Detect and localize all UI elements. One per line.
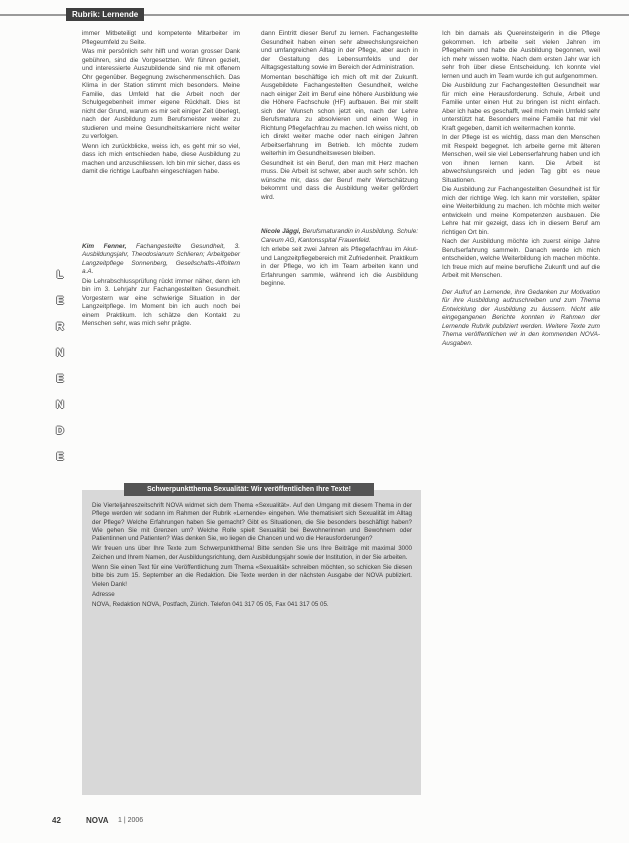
col1-paragraph-4: Die Lehrabschlussprüfung rückt immer näher, denn ich bin im 3. Lehrjahr zur Fachangestellten Gesundheit. Vorgestern war eine schwierige Situation in der Langzeitpflege. Im Moment bin ich auch noch bei einem Praktikum. Ich schätze den Kontakt zu Menschen sehr, was mich sehr prägte. xyxy=(82,277,240,327)
col3-paragraph-1: Ich bin damals als Quereinsteigerin in die Pflege gekommen. Ich arbeite seit vielen Jahren im Pflegeheim und habe die Ausbildung begonnen, weil ich mehr wissen wollte. Nach dem ersten Jahr war ich sehr froh über diese Entscheidung. Ich konnte viel lernen und auch im Team wurde ich gut aufgenommen. xyxy=(442,30,600,80)
call-for-texts-body xyxy=(92,502,412,612)
side-letter: E xyxy=(56,451,64,463)
side-letter: E xyxy=(56,295,64,307)
issue-label: 1 | 2006 xyxy=(118,817,144,824)
col3-paragraph-5: Nach der Ausbildung möchte ich zuerst einige Jahre Berufserfahrung sammeln. Danach werde ich mich entscheiden, welche Weiterbildung ich machen möchte. Ich freue mich auf meine berufliche Zukunft und auf die Arbeit mit Menschen. xyxy=(442,238,600,279)
side-letter: L xyxy=(56,269,64,281)
col3-paragraph-2: Die Ausbildung zur Fachangestellten Gesundheit war für mich eine Herausforderung. Schule, Arbeit und Familie unter einen Hut zu bringen ist nicht einfach. Aber ich habe es geschafft, weil mich mein Umfeld sehr unterstützt hat. Besonders meine Familie hat mir viel Kraft gegeben, damit ich weitermachen konnte. xyxy=(442,82,600,132)
col3-paragraph-3: In der Pflege ist es wichtig, dass man den Menschen mit Respekt begegnet. Ich arbeite gerne mit älteren Menschen, weil sie viel Lebenserfahrung haben und ich von ihnen lernen kann. Die Arbeit ist abwechslungsreich und jeden Tag gibt es neue Situationen. xyxy=(442,134,600,184)
column-3 xyxy=(442,30,600,349)
author-1-info: Fachangestellte Gesundheit, 3. Ausbildungsjahr, Theodosianum Schlieren; Arbeitgeber Langzeitpflege Sonnenberg, Gesellschafts-Affoltern a.A. xyxy=(82,242,241,275)
col1-paragraph-3: Wenn ich zurückblicke, weiss ich, es geht mir so viel, dass ich mich entschieden habe, diese Ausbildung zu machen und anzuschliessen. Ich bin mir sicher, dass es damit die richtige Laufbahn eingeschlagen habe. xyxy=(82,142,240,175)
box-contact: NOVA, Redaktion NOVA, Postfach, Zürich. Telefon 041 317 05 05, Fax 041 317 05 05. xyxy=(92,601,329,609)
box-paragraph-3: Wenn Sie einen Text für eine Veröffentlichung zum Thema «Sexualität» schreiben möchten, so schicken Sie diesen bitte bis zum 15. September an die Redaktion. Die Texte werden in der nächsten Ausgabe der NOVA publiziert. Vielen Dank! xyxy=(92,564,412,588)
box-paragraph-2: Wir freuen uns über Ihre Texte zum Schwerpunktthema! Bitte senden Sie uns Ihre Beiträge mit maximal 3000 Zeichen und Ihrem Namen, der Ausbildungsrichtung, dem Ausbildungsjahr sowie der Institution, in der Sie arbeiten. xyxy=(92,545,412,561)
page-number: 42 xyxy=(52,816,61,825)
col2-paragraph-3: Gesundheit ist ein Beruf, den man mit Herz machen muss. Die Arbeit ist schwer, aber auch sehr schön. Ich wünsche mir, dass der Beruf mehr Wertschätzung bekommt und dass die Ausbildung weiter gefördert wird. xyxy=(261,159,418,201)
box-contact-label: Adresse xyxy=(92,590,115,598)
author-2 xyxy=(261,228,418,245)
author-2-name: Nicole Jäggi, xyxy=(261,228,301,235)
col1-paragraph-2: Was mir persönlich sehr hilft und woran grosser Dank gebühren, sind die Vorgesetzten. Wir führen gezielt, und interessierte Auszubildende sind nie mit offenem Ohr gegenüber. Begegnung zwischenmenschlich. Das Klima in der Station stimmt mich besonders. Meine Familie, das Umfeld hat die Arbeit noch der Schulgegebenheit immer eigene Rückhalt. Dies ist nicht der Grund, warum es mir seit einiger Zeit überlegt, nach der Ausbildung zum Berufsmeister weiter zu studieren und meine Gesundheitskarriere nicht weiter zu verfolgen. xyxy=(82,48,240,140)
author-1 xyxy=(82,243,240,277)
side-letter: N xyxy=(56,347,64,359)
side-letter: N xyxy=(56,399,64,411)
col3-outro: Der Aufruf an Lernende, ihre Gedanken zur Motivation für ihre Ausbildung aufzuschreiben und zum Thema Entwicklung der Ausbildung zu äussern. Nicht alle eingegangenen Berichte konnten in Rahmen der Lernende Rubrik publiziert werden. Weitere Texte zum Thema veröffentlichen wir in den kommenden NOVA-Ausgaben. xyxy=(442,288,600,347)
col1-paragraph-1: immer Mitbeteiligt und kompetente Mitarbeiter im Pflegeumfeld zu Seite. xyxy=(82,30,240,46)
lernende-vertical-label xyxy=(50,262,70,470)
rubrik-label: Rubrik: Lernende xyxy=(66,8,144,21)
column-1 xyxy=(82,30,240,330)
side-letter: D xyxy=(56,425,64,437)
col2-paragraph-1: dann Eintritt dieser Beruf zu lernen. Fachangestellte Gesundheit haben einen sehr abwechslungsreichen und umfangreichen Alltag in der Pflege, aber auch in der Gestaltung des Lebensumfelds und der Alltagsgestaltung sowie im Bereich der Administration. xyxy=(261,30,418,71)
col2-paragraph-2: Momentan beschäftige ich mich oft mit der Zukunft. Ausgebildete Fachangestellten Gesundheit, welche nach einiger Zeit im Beruf eine höhere Ausbildung wie die Höhere Fachschule (HF) aufbauen. Bei mir stellt sich der Wunsch schon jetzt ein, nach der Lehre Berufsmatura zu absolvieren und einen Weg in Richtung Pflegefachfrau zu machen. Ich weiss nicht, ob ich direkt weiter mache oder nach einigen Jahren Arbeitserfahrung im Betrieb. Ich möchte zudem weiterhin im Gesundheitswesen bleiben. xyxy=(261,73,419,157)
call-for-texts-title: Schwerpunktthema Sexualität: Wir veröffentlichen Ihre Texte! xyxy=(124,483,374,496)
box-paragraph-1: Die Vierteljahreszeitschrift NOVA widmet sich dem Thema «Sexualität». Auf den Umgang mit diesem Thema in der Pflege werden wir sodann im Rahmen der Rubrik «Lernende» eingehen. Wie thematisiert sich Sexualität im Alltag der Pflege? Welche Erfahrungen haben Sie gemacht? Gibt es Situationen, die Sie besonders beschäftigt haben? Wie gehen Sie mit Grenzen um? Welche Rolle spielt Sexualität bei Bewohnerinnen und Bewohnern oder Patientinnen und Patienten? Was denken Sie, wo liegen die Chancen und wo die Herausforderungen? xyxy=(92,502,412,543)
col3-paragraph-4: Die Ausbildung zur Fachangestellten Gesundheit ist für mich der richtige Weg. Ich kann mir vorstellen, später eine Weiterbildung zu machen. Ich möchte mich weiter entwickeln und meine Kompetenzen ausbauen. Die Lehre hat mir gezeigt, dass ich in diesem Beruf am richtigen Ort bin. xyxy=(442,186,600,236)
author-2-info: Berufsmaturandin in Ausbildung. Schule: Careum AG, Kantonsspital Frauenfeld. xyxy=(261,228,419,244)
column-2 xyxy=(261,30,418,290)
side-letter: E xyxy=(56,373,64,385)
magazine-name: NOVA xyxy=(86,816,109,825)
author-1-name: Kim Fenner, xyxy=(82,242,127,250)
side-letter: R xyxy=(56,321,64,333)
col2-paragraph-4: Ich erlebe seit zwei Jahren als Pflegefachfrau im Akut- und Langzeitpflegebereich mit Zufriedenheit. Praktikum in der Pflege, wo ich im Team arbeiten kann und Erfahrungen sammle, während ich die Ausbildung beginne. xyxy=(261,246,418,287)
